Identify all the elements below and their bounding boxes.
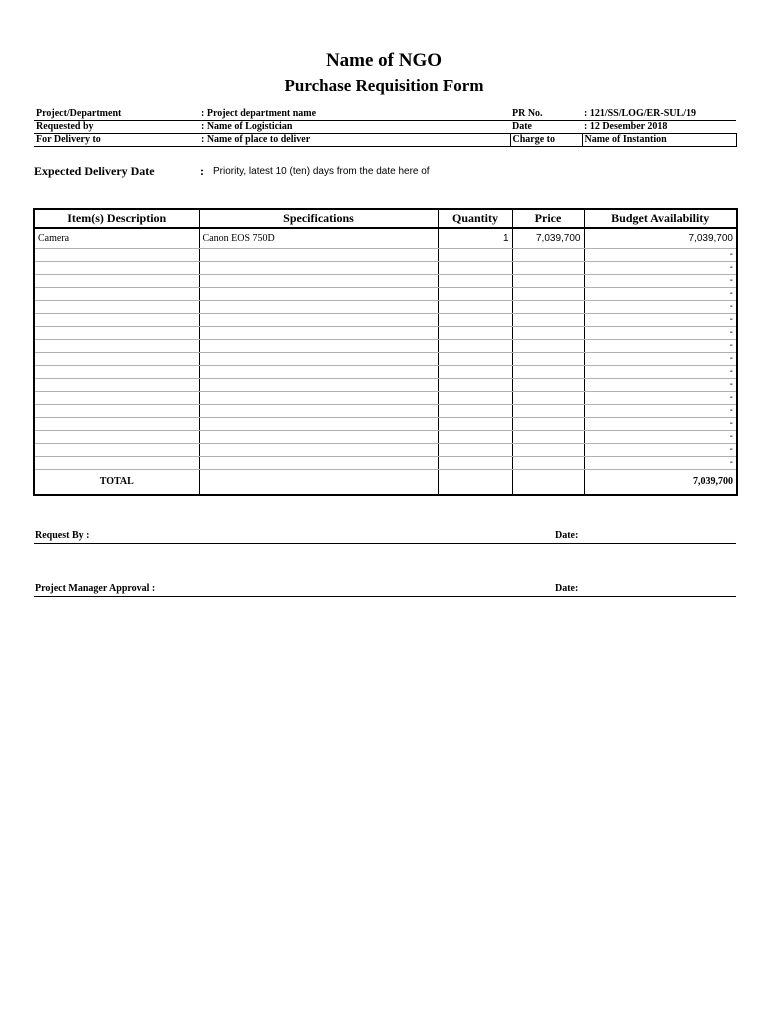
item-description	[34, 340, 199, 353]
request-by-line[interactable]	[34, 530, 736, 544]
charge-label: Charge to	[510, 134, 582, 147]
item-price	[512, 379, 584, 392]
item-budget: -	[584, 353, 737, 366]
item-specifications	[199, 275, 438, 288]
item-specifications	[199, 314, 438, 327]
table-row	[34, 405, 737, 418]
item-budget: -	[584, 405, 737, 418]
item-budget: -	[584, 366, 737, 379]
expected-delivery-value: Priority, latest 10 (ten) days from the date here of	[213, 166, 430, 177]
total-label: TOTAL	[34, 470, 199, 496]
table-row	[34, 392, 737, 405]
item-budget: -	[584, 444, 737, 457]
item-budget: -	[584, 275, 737, 288]
requested-label: Requested by	[34, 121, 199, 134]
header-budget: Budget Availability	[584, 209, 737, 228]
project-value: : Project department name	[199, 108, 510, 121]
pr-label: PR No.	[510, 108, 582, 121]
item-budget: -	[584, 392, 737, 405]
item-quantity	[438, 366, 512, 379]
item-quantity	[438, 327, 512, 340]
item-description	[34, 301, 199, 314]
table-row	[34, 314, 737, 327]
table-row	[34, 379, 737, 392]
item-quantity: 1	[438, 228, 512, 249]
form-title: Purchase Requisition Form	[284, 76, 484, 95]
header-price: Price	[512, 209, 584, 228]
item-quantity	[438, 275, 512, 288]
item-description	[34, 366, 199, 379]
date-value: : 12 Desember 2018	[582, 121, 736, 134]
table-row	[34, 262, 737, 275]
total-spec-cell	[199, 470, 438, 496]
item-specifications	[199, 262, 438, 275]
table-row	[34, 353, 737, 366]
table-row	[34, 444, 737, 457]
total-value: 7,039,700	[584, 470, 737, 496]
approval-label: Project Manager Approval :	[35, 583, 156, 594]
item-price	[512, 444, 584, 457]
item-quantity	[438, 444, 512, 457]
item-quantity	[438, 353, 512, 366]
item-specifications	[199, 353, 438, 366]
item-description	[34, 249, 199, 262]
item-quantity	[438, 379, 512, 392]
item-price	[512, 327, 584, 340]
item-price	[512, 340, 584, 353]
request-date-label: Date:	[555, 530, 579, 541]
project-label: Project/Department	[34, 108, 199, 121]
item-quantity	[438, 249, 512, 262]
org-name: Name of NGO	[325, 50, 443, 71]
total-price-cell	[512, 470, 584, 496]
item-price: 7,039,700	[512, 228, 584, 249]
table-row	[34, 249, 737, 262]
expected-delivery-colon: :	[200, 164, 204, 178]
item-budget: -	[584, 249, 737, 262]
header-specifications: Specifications	[199, 209, 438, 228]
items-table	[33, 208, 738, 496]
item-price	[512, 366, 584, 379]
pr-value: : 121/SS/LOG/ER-SUL/19	[582, 108, 736, 121]
approval-line[interactable]	[34, 583, 736, 597]
item-quantity	[438, 301, 512, 314]
item-specifications	[199, 366, 438, 379]
item-quantity	[438, 340, 512, 353]
item-budget: -	[584, 288, 737, 301]
item-description	[34, 444, 199, 457]
item-description	[34, 418, 199, 431]
date-label: Date	[510, 121, 582, 134]
item-budget: 7,039,700	[584, 228, 737, 249]
items-header-row	[34, 209, 737, 228]
table-row	[34, 366, 737, 379]
item-quantity	[438, 457, 512, 470]
item-quantity	[438, 288, 512, 301]
item-description	[34, 353, 199, 366]
charge-value: Name of Instantion	[582, 134, 736, 147]
delivery-value: : Name of place to deliver	[199, 134, 510, 147]
item-description	[34, 379, 199, 392]
item-price	[512, 301, 584, 314]
item-specifications	[199, 327, 438, 340]
item-quantity	[438, 431, 512, 444]
item-price	[512, 249, 584, 262]
item-price	[512, 275, 584, 288]
item-specifications	[199, 379, 438, 392]
item-description	[34, 392, 199, 405]
item-quantity	[438, 314, 512, 327]
table-row	[34, 301, 737, 314]
header-quantity: Quantity	[438, 209, 512, 228]
total-qty-cell	[438, 470, 512, 496]
item-budget: -	[584, 340, 737, 353]
table-row	[34, 288, 737, 301]
item-specifications	[199, 340, 438, 353]
item-description	[34, 457, 199, 470]
item-description	[34, 405, 199, 418]
item-price	[512, 314, 584, 327]
item-budget: -	[584, 262, 737, 275]
item-description	[34, 314, 199, 327]
item-specifications	[199, 431, 438, 444]
item-budget: -	[584, 431, 737, 444]
request-by-label: Request By :	[35, 530, 90, 541]
item-budget: -	[584, 418, 737, 431]
item-price	[512, 262, 584, 275]
item-price	[512, 405, 584, 418]
item-price	[512, 288, 584, 301]
item-budget: -	[584, 314, 737, 327]
item-description	[34, 288, 199, 301]
item-quantity	[438, 418, 512, 431]
item-quantity	[438, 392, 512, 405]
item-description	[34, 431, 199, 444]
table-row	[34, 418, 737, 431]
item-specifications	[199, 301, 438, 314]
item-budget: -	[584, 379, 737, 392]
table-row	[34, 228, 737, 249]
items-body	[34, 228, 737, 470]
item-specifications	[199, 444, 438, 457]
item-budget: -	[584, 327, 737, 340]
table-row	[34, 431, 737, 444]
item-description	[34, 262, 199, 275]
table-row	[34, 327, 737, 340]
item-description	[34, 275, 199, 288]
item-quantity	[438, 262, 512, 275]
item-specifications	[199, 457, 438, 470]
item-price	[512, 457, 584, 470]
item-price	[512, 418, 584, 431]
requested-value: : Name of Logistician	[199, 121, 510, 134]
info-table	[34, 108, 737, 147]
item-specifications	[199, 405, 438, 418]
approval-date-label: Date:	[555, 583, 579, 594]
item-price	[512, 392, 584, 405]
item-specifications	[199, 392, 438, 405]
item-specifications	[199, 288, 438, 301]
header-description: Item(s) Description	[34, 209, 199, 228]
table-row	[34, 275, 737, 288]
table-row	[34, 340, 737, 353]
table-row	[34, 457, 737, 470]
total-row	[34, 470, 737, 496]
item-specifications	[199, 418, 438, 431]
item-budget: -	[584, 457, 737, 470]
item-description: Camera	[34, 228, 199, 249]
item-specifications	[199, 249, 438, 262]
item-price	[512, 353, 584, 366]
delivery-label: For Delivery to	[34, 134, 199, 147]
item-quantity	[438, 405, 512, 418]
item-specifications: Canon EOS 750D	[199, 228, 438, 249]
item-budget: -	[584, 301, 737, 314]
item-price	[512, 431, 584, 444]
expected-delivery-label: Expected Delivery Date	[34, 164, 155, 178]
item-description	[34, 327, 199, 340]
